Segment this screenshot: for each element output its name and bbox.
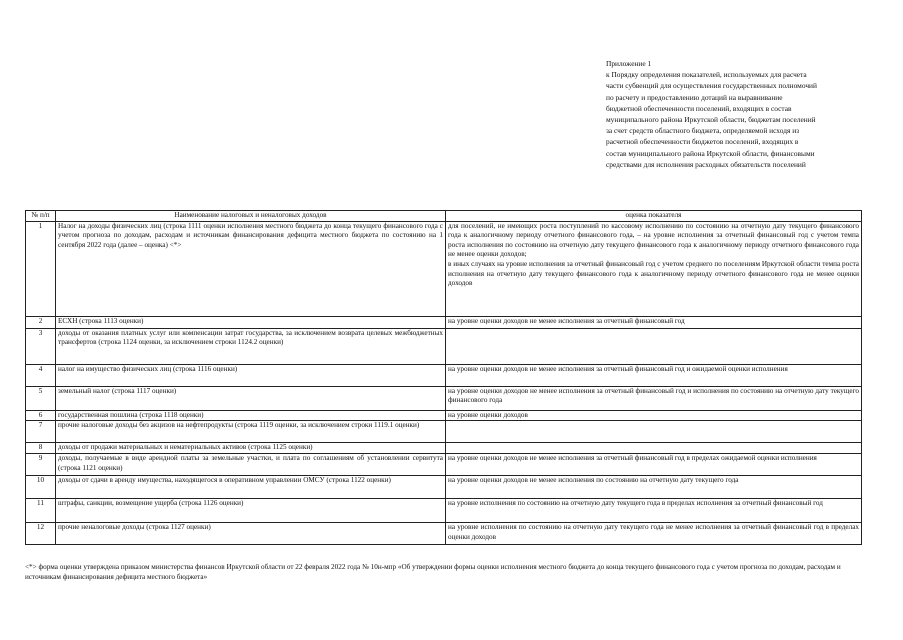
row-num: 6: [26, 410, 56, 421]
row-name: доходы от продажи материальных и нематериальных активов (строка 1125 оценки): [56, 443, 446, 454]
appendix-line: расчетной обеспеченности бюджетов поселений, входящих в: [606, 137, 799, 147]
row-num: 12: [26, 523, 56, 545]
header-eval: оценка показателя: [446, 211, 862, 222]
header-name: Наименование налоговых и неналоговых доходов: [56, 211, 446, 222]
row-num: 2: [26, 316, 56, 328]
row-name: налог на имущество физических лиц (строка 1116 оценки): [56, 364, 446, 386]
row-eval: на уровне оценки доходов не менее исполнения за отчетный финансовый год: [446, 316, 862, 328]
appendix-line: муниципального района Иркутской области, бюджетам поселений: [606, 115, 816, 125]
row-num: 7: [26, 421, 56, 443]
row-num: 8: [26, 443, 56, 454]
row-eval: [446, 328, 862, 364]
row-eval: на уровне исполнения по состоянию на отчетную дату текущего года в пределах исполнения за отчетный финансовый год: [446, 499, 862, 523]
row-name: доходы от оказания платных услуг или компенсации затрат государства, за исключением возврата целевых межбюджетных трансфертов (строка 1124 оценки, за исключением строки 1124.2 оценки): [56, 328, 446, 364]
appendix-line: к Порядку определения показателей, используемых для расчета: [606, 70, 807, 80]
appendix-line: части субвенций для осуществления государственных полномочий: [606, 81, 817, 91]
table-header-row: [26, 211, 862, 222]
table-row: [26, 364, 862, 386]
table-row: [26, 328, 862, 364]
row-name: доходы, получаемые в виде арендной платы за земельные участки, и плата по соглашениям об установлении сервитута (строка 1121 оценки): [56, 454, 446, 476]
row-num: 11: [26, 499, 56, 523]
appendix-line: средствами для исполнения расходных обязательств поселений: [606, 159, 806, 169]
row-name: прочие неналоговые доходы (строка 1127 оценки): [56, 523, 446, 545]
table-row: [26, 499, 862, 523]
row-eval: на уровне оценки доходов не менее исполнения за отчетный финансовый год в пределах ожидаемой оценки исполнения: [446, 454, 862, 476]
table-row: [26, 410, 862, 421]
row-name: доходы от сдачи в аренду имущества, находящегося в оперативном управлении ОМСУ (строка 1122 оценки): [56, 476, 446, 499]
table-row: [26, 421, 862, 443]
appendix-line: по расчету и предоставлению дотаций на выравнивание: [606, 92, 783, 102]
row-eval: [446, 421, 862, 443]
footnote: <*> форма оценки утверждена приказом министерства финансов Иркутской области от 22 февраля 2022 года № 10н-мпр «Об утверждении формы оценки исполнения местного бюджета до конца текущего финансового года с учетом прогноза по доходам, расходам и источникам финансирования дефицита местного бюджета»: [25, 563, 841, 581]
row-num: 1: [26, 221, 56, 316]
row-num: 4: [26, 364, 56, 386]
row-name: государственная пошлина (строка 1118 оценки): [56, 410, 446, 421]
table-row: [26, 443, 862, 454]
table-row: [26, 221, 862, 316]
appendix-line: за счет средств областного бюджета, определяемой исходя из: [606, 126, 800, 136]
row-num: 3: [26, 328, 56, 364]
row-eval: [446, 221, 862, 316]
table-row: [26, 386, 862, 410]
row-eval: на уровне оценки доходов не менее исполнения по состоянию на отчетную дату текущего года: [446, 476, 862, 499]
row-eval: [446, 443, 862, 454]
table-row: [26, 523, 862, 545]
row-eval: на уровне исполнения по состоянию на отчетную дату текущего года не менее исполнения за отчетный финансовый год в пределах оценки доходов: [446, 523, 862, 545]
appendix-line: бюджетной обеспеченности поселений, входящих в состав: [606, 103, 792, 113]
row-eval: на уровне оценки доходов: [446, 410, 862, 421]
row-name: ЕСХН (строка 1113 оценки): [56, 316, 446, 328]
appendix-line: состав муниципального района Иркутской области, финансовыми: [606, 148, 815, 158]
header-num: № п/п: [26, 211, 56, 222]
row-eval-part: в иных случаях на уровне исполнения за отчетный финансовый год с учетом среднего по поселениям Иркутской области темпа роста исполнения на отчетную дату текущего финансового года к аналогичному периоду отчетного финансового года не менее оценки доходов: [448, 259, 859, 288]
row-eval-part: для поселений, не имеющих роста поступлений по кассовому исполнению по состоянию на отчетную дату текущего финансового года к аналогичному периоду отчетного финансового года, – на уровне исполнения за отчетный финансовый год с учетом темпа роста исполнения по состоянию на отчетную дату текущего финансового года к аналогичному периоду отчетного финансового года не менее оценки доходов;: [448, 221, 859, 259]
row-name: штрафы, санкции, возмещение ущерба (строка 1126 оценки): [56, 499, 446, 523]
row-num: 5: [26, 386, 56, 410]
appendix-title: Приложение 1: [606, 59, 652, 68]
table-row: [26, 316, 862, 328]
income-evaluation-table: [25, 210, 862, 545]
table-row: [26, 454, 862, 476]
appendix-header: [606, 58, 871, 170]
row-num: 10: [26, 476, 56, 499]
row-name: Налог на доходы физических лиц (строка 1111 оценки исполнения местного бюджета до конца текущего финансового года с учетом прогноза по доходам, расходам и источникам финансирования дефицита местного бюджета по состоянию на 1 сентября 2022 года (далее – оценка) <*>: [56, 221, 446, 316]
row-eval: на уровне оценки доходов не менее исполнения за отчетный финансовый год и исполнения по состоянию на отчетную дату текущего финансового года: [446, 386, 862, 410]
row-name: земельный налог (строка 1117 оценки): [56, 386, 446, 410]
row-eval: на уровне оценки доходов не менее исполнения за отчетный финансовый год и ожидаемой оценки исполнения: [446, 364, 862, 386]
table-row: [26, 476, 862, 499]
row-num: 9: [26, 454, 56, 476]
row-name: прочие налоговые доходы без акцизов на нефтепродукты (строка 1119 оценки, за исключением строки 1119.1 оценки): [56, 421, 446, 443]
